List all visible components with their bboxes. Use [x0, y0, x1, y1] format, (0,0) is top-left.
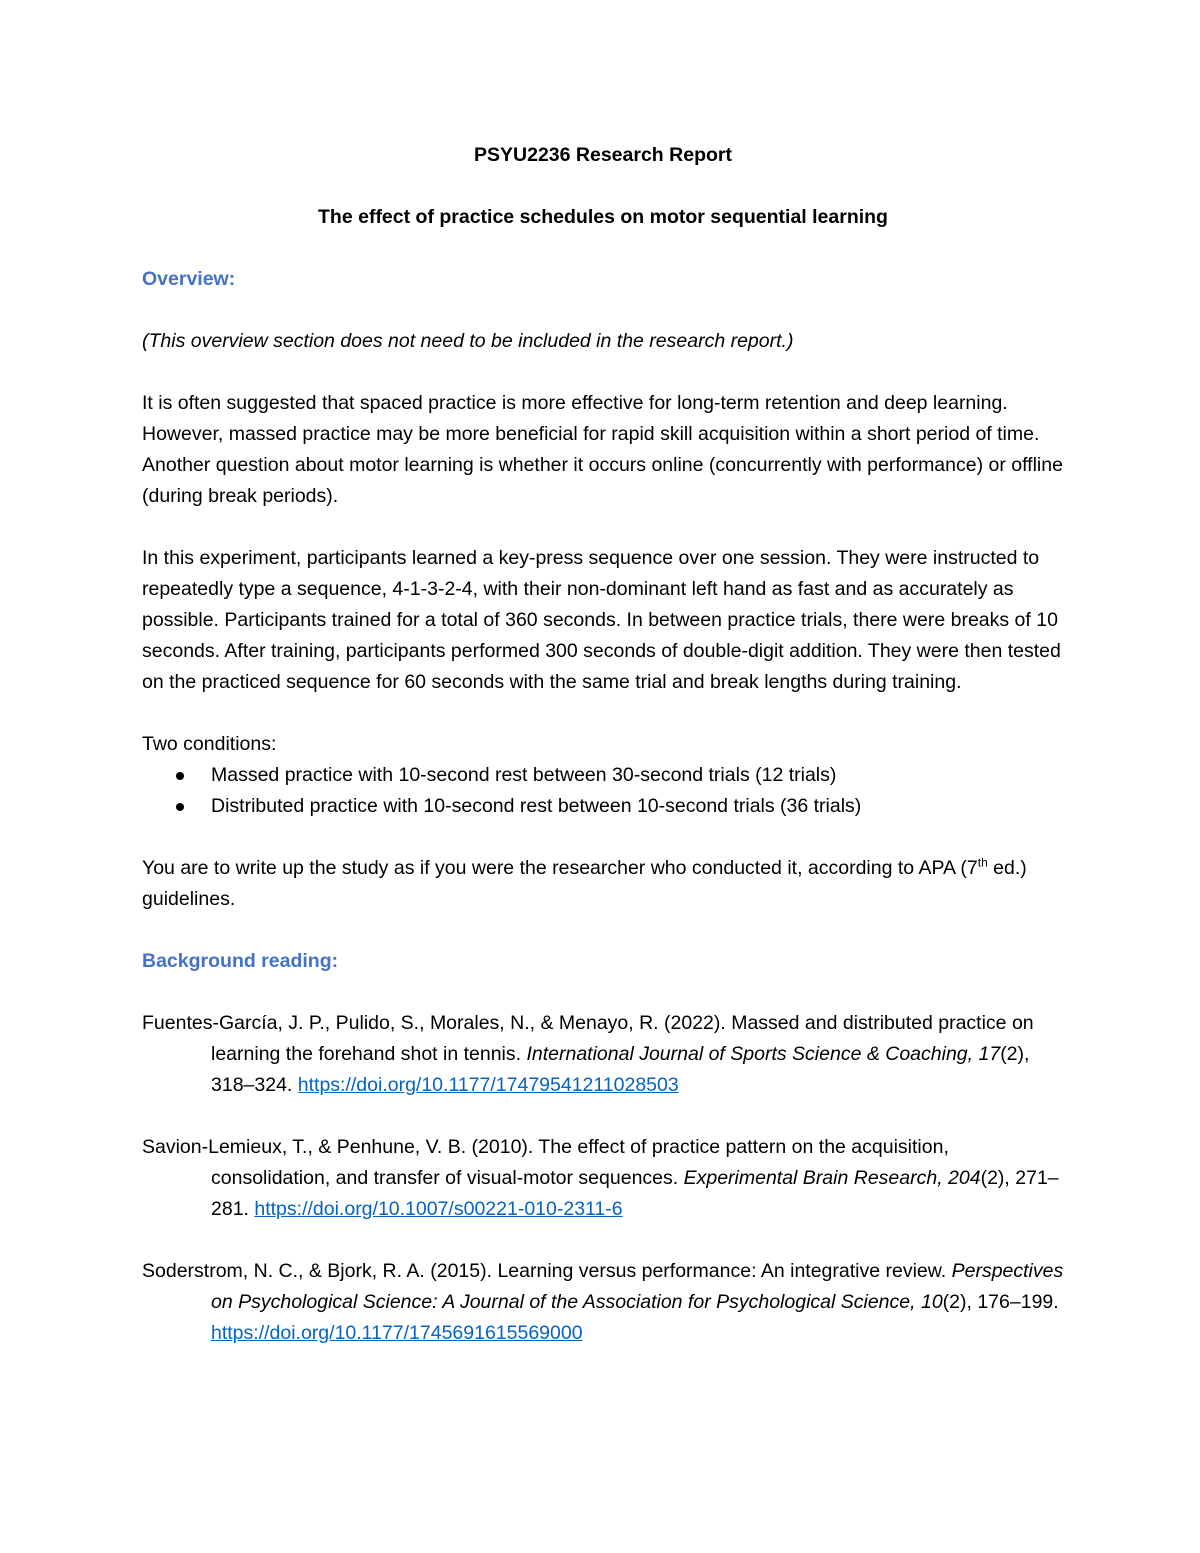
reference-volume: 10	[920, 1291, 943, 1313]
reference-doi-link[interactable]: https://doi.org/10.1177/1745691615569000	[211, 1322, 583, 1344]
reference-journal: International Journal of Sports Science & Coaching,	[526, 1043, 979, 1065]
overview-note: (This overview section does not need to be included in the research report.)	[142, 330, 794, 352]
reference-issue-pages: (2), 176–199.	[942, 1291, 1059, 1313]
reference-volume: 204	[948, 1167, 981, 1189]
instruction-paragraph	[142, 853, 1064, 915]
overview-paragraph-2: In this experiment, participants learned a key-press sequence over one session. They were instructed to repeatedly type a sequence, 4-1-3-2-4, with their non-dominant left hand as fast and as accurately as possible. Participants trained for a total of 360 seconds. In between practice trials, there were breaks of 10 seconds. After training, participants performed 300 seconds of double-digit addition. They were then tested on the practiced sequence for 60 seconds with the same trial and break lengths during training.	[142, 547, 1061, 693]
condition-text: Distributed practice with 10-second rest between 10-second trials (36 trials)	[211, 795, 862, 817]
reference-journal: Perspectives on Psychological Science: A Journal of the Association for Psychological Science,	[211, 1260, 1064, 1313]
reference-authors-title: Savion-Lemieux, T., & Penhune, V. B. (2010). The effect of practice pattern on the acquisition, consolidation, and transfer of visual-motor sequences.	[142, 1136, 949, 1189]
reference-volume: 17	[978, 1043, 1001, 1065]
instruction-superscript: th	[977, 855, 988, 870]
overview-heading: Overview:	[142, 268, 236, 290]
reference-entry	[142, 1008, 1064, 1101]
reference-authors-title: Soderstrom, N. C., & Bjork, R. A. (2015). Learning versus performance: An integrative review.	[142, 1260, 952, 1282]
reference-journal: Experimental Brain Research,	[683, 1167, 949, 1189]
bullet-icon	[176, 772, 184, 780]
reference-doi-link[interactable]: https://doi.org/10.1007/s00221-010-2311-6	[254, 1198, 623, 1220]
reference-issue-pages: (2), 271–281.	[211, 1167, 1059, 1220]
document-subtitle: The effect of practice schedules on motor sequential learning	[318, 206, 888, 228]
condition-item	[142, 760, 1064, 791]
document-body	[142, 140, 1064, 1380]
reference-entry	[142, 1256, 1064, 1349]
conditions-intro: Two conditions:	[142, 733, 277, 755]
document-title: PSYU2236 Research Report	[474, 144, 732, 166]
reference-doi-link[interactable]: https://doi.org/10.1177/17479541211028503	[297, 1074, 679, 1096]
background-heading: Background reading:	[142, 950, 339, 972]
condition-item	[142, 791, 1064, 822]
condition-text: Massed practice with 10-second rest between 30-second trials (12 trials)	[211, 764, 837, 786]
overview-paragraph-1: It is often suggested that spaced practice is more effective for long-term retention and deep learning. However, massed practice may be more beneficial for rapid skill acquisition within a short period of time. Another question about motor learning is whether it occurs online (concurrently with performance) or offline (during break periods).	[142, 392, 1063, 507]
reference-authors-title: Fuentes-García, J. P., Pulido, S., Morales, N., & Menayo, R. (2022). Massed and distributed practice on learning the forehand shot in tennis.	[142, 1012, 1034, 1065]
bullet-icon	[176, 803, 184, 811]
instruction-text-after: ed.) guidelines.	[142, 857, 1027, 910]
reference-entry	[142, 1132, 1064, 1225]
conditions-list	[142, 760, 1064, 822]
instruction-text-before: You are to write up the study as if you were the researcher who conducted it, according to APA (7	[142, 857, 978, 879]
reference-issue-pages: (2), 318–324.	[211, 1043, 1030, 1096]
